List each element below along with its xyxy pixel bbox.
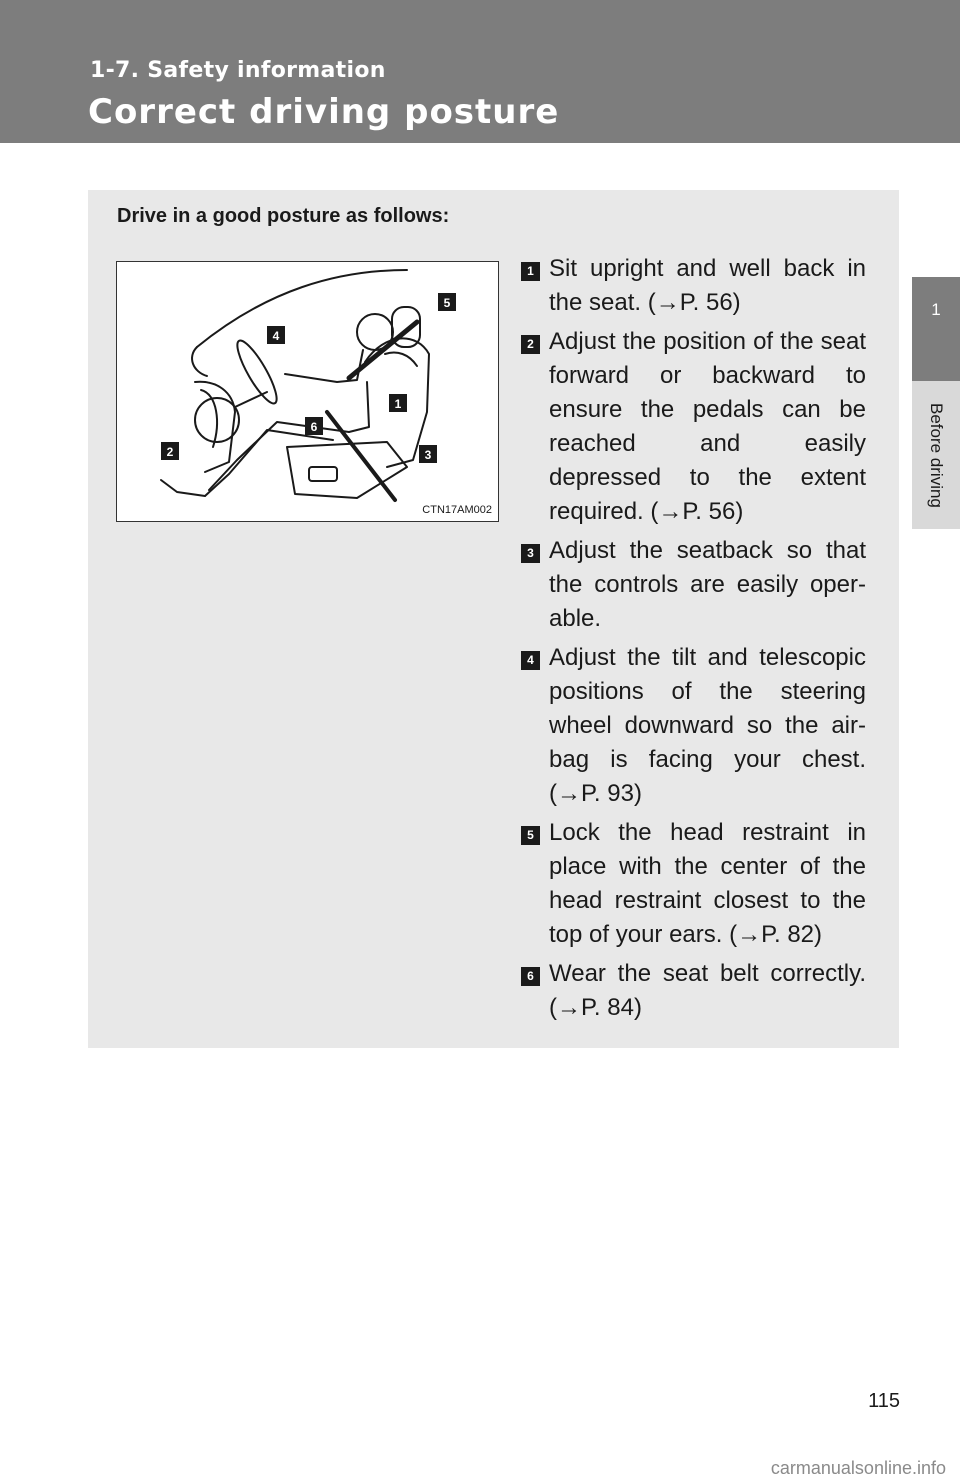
driver-seat-drawing	[117, 262, 498, 521]
figure-code: CTN17AM002	[422, 504, 492, 516]
callout-5: 5	[443, 296, 451, 310]
page-number: 115	[868, 1390, 900, 1412]
step-item	[521, 534, 866, 636]
watermark-link[interactable]: carmanualsonline.info	[770, 1458, 946, 1478]
step-item	[521, 325, 866, 529]
step-badge: 2	[521, 335, 540, 354]
posture-illustration	[116, 261, 499, 522]
step-text: Adjust the tilt and telescopic positions of the steering wheel downward so the air-bag is facing your chest. (→P. 93)	[549, 644, 866, 807]
callout-1: 1	[394, 397, 402, 411]
steps-list	[521, 252, 866, 1030]
step-item	[521, 252, 866, 320]
step-text: Adjust the seatback so that the controls are easily oper-able.	[549, 537, 866, 632]
step-item	[521, 816, 866, 952]
callout-2: 2	[166, 445, 174, 459]
header-bar	[0, 0, 960, 143]
step-badge: 3	[521, 544, 540, 563]
step-text: Wear the seat belt correctly. (→P. 84)	[549, 960, 866, 1021]
step-item	[521, 957, 866, 1025]
chapter-tab[interactable]	[912, 277, 960, 381]
step-text: Adjust the position of the seat forward or backward to ensure the pedals can be reached and easily depressed to the extent required. (→P. 56)	[549, 328, 866, 525]
callout-3: 3	[424, 448, 432, 462]
chapter-label: Before driving	[927, 402, 946, 508]
callout-6: 6	[310, 420, 318, 434]
step-badge: 6	[521, 967, 540, 986]
step-badge: 5	[521, 826, 540, 845]
page-title: Correct driving posture	[88, 92, 560, 132]
step-text: Lock the head restraint in place with the center of the head restraint closest to the top of your ears. (→P. 82)	[549, 819, 866, 948]
step-badge: 4	[521, 651, 540, 670]
section-label: 1-7. Safety information	[90, 58, 386, 83]
step-badge: 1	[521, 262, 540, 281]
step-text: Sit upright and well back in the seat. (→P. 56)	[549, 255, 866, 316]
chapter-number: 1	[931, 300, 941, 319]
callout-4: 4	[272, 329, 280, 343]
step-item	[521, 641, 866, 811]
intro-text: Drive in a good posture as follows:	[117, 205, 450, 227]
